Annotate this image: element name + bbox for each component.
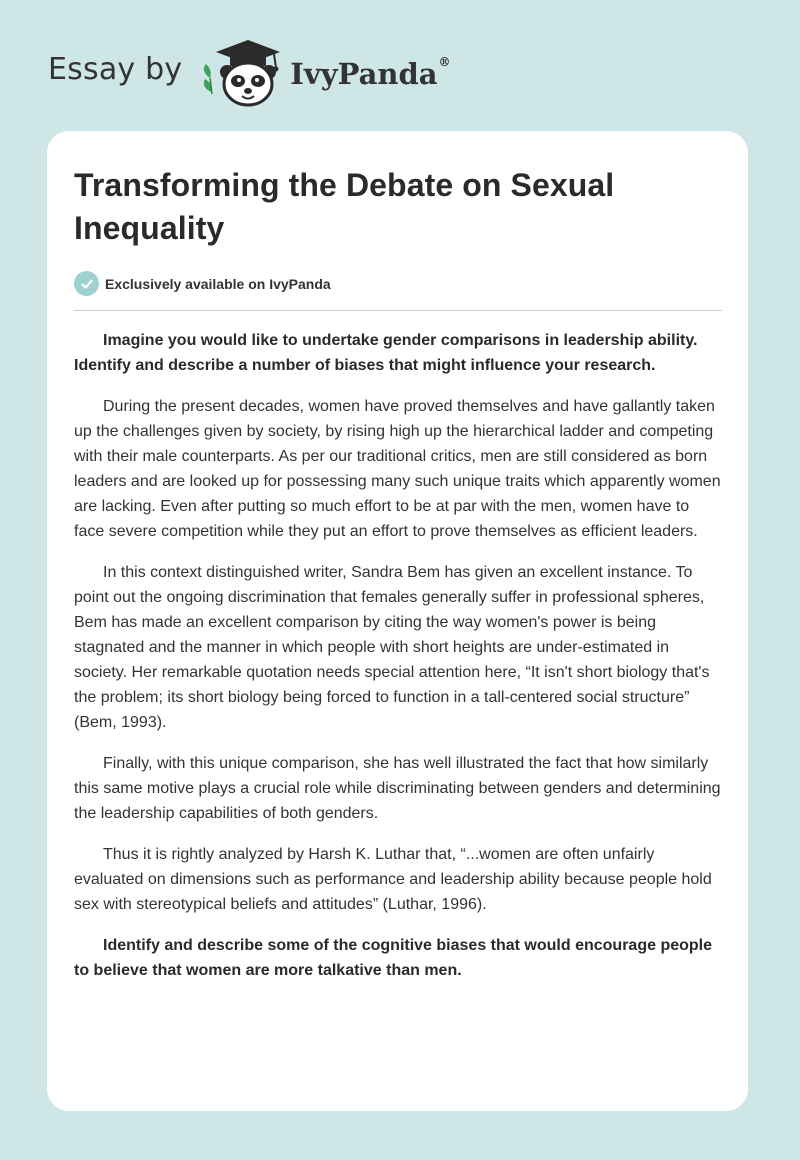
brand-text: IvyPanda bbox=[290, 57, 438, 91]
registered-mark: ® bbox=[438, 55, 451, 69]
ivypanda-logo-icon[interactable] bbox=[196, 34, 286, 110]
exclusive-label: Exclusively available on IvyPanda bbox=[105, 275, 331, 292]
exclusive-badge bbox=[74, 271, 722, 311]
check-icon bbox=[74, 271, 99, 296]
body-paragraph: In this context distinguished writer, Sandra Bem has given an excellent instance. To point out the ongoing discrimination that females generally suffer in professional spheres, Bem has made an excellent comparison by citing the way women's power is being stagnated and the manner in which people with short heights are under-estimated in society. Her remarkable quotation needs special attention here, “It isn't short biology that's the problem; its short biology being forced to function in a tall-centered social structure” (Bem, 1993). bbox=[74, 564, 710, 731]
body-paragraph: Finally, with this unique comparison, she has well illustrated the fact that how similarly this same motive plays a crucial role while discriminating between genders and determining the leadership capabilities of both genders. bbox=[74, 755, 721, 822]
brand-name bbox=[290, 57, 450, 91]
essay-by-label: Essay by bbox=[48, 51, 183, 87]
site-header bbox=[48, 32, 548, 112]
essay-card bbox=[47, 131, 748, 1111]
body-paragraph: During the present decades, women have proved themselves and have gallantly taken up the challenges given by society, by rising high up the hierarchical ladder and competing with their male counterparts. As per our traditional critics, men are still considered as born leaders and are looked up for possessing many such unique traits which apparently women are lacking. Even after putting so much effort to be at par with the men, women have to face severe competition while they put an effort to prove themselves as efficient leaders. bbox=[74, 398, 721, 540]
essay-body bbox=[74, 328, 722, 983]
question-paragraph: Imagine you would like to undertake gender comparisons in leadership ability. Identify and describe a number of biases that might influence your research. bbox=[74, 332, 698, 374]
essay-title: Transforming the Debate on Sexual Inequality bbox=[74, 167, 615, 246]
body-paragraph: Thus it is rightly analyzed by Harsh K. Luthar that, “...women are often unfairly evaluated on dimensions such as performance and leadership ability because people hold sex with stereotypical beliefs and attitudes” (Luthar, 1996). bbox=[74, 846, 712, 913]
question-paragraph: Identify and describe some of the cognitive biases that would encourage people to believe that women are more talkative than men. bbox=[74, 937, 713, 979]
